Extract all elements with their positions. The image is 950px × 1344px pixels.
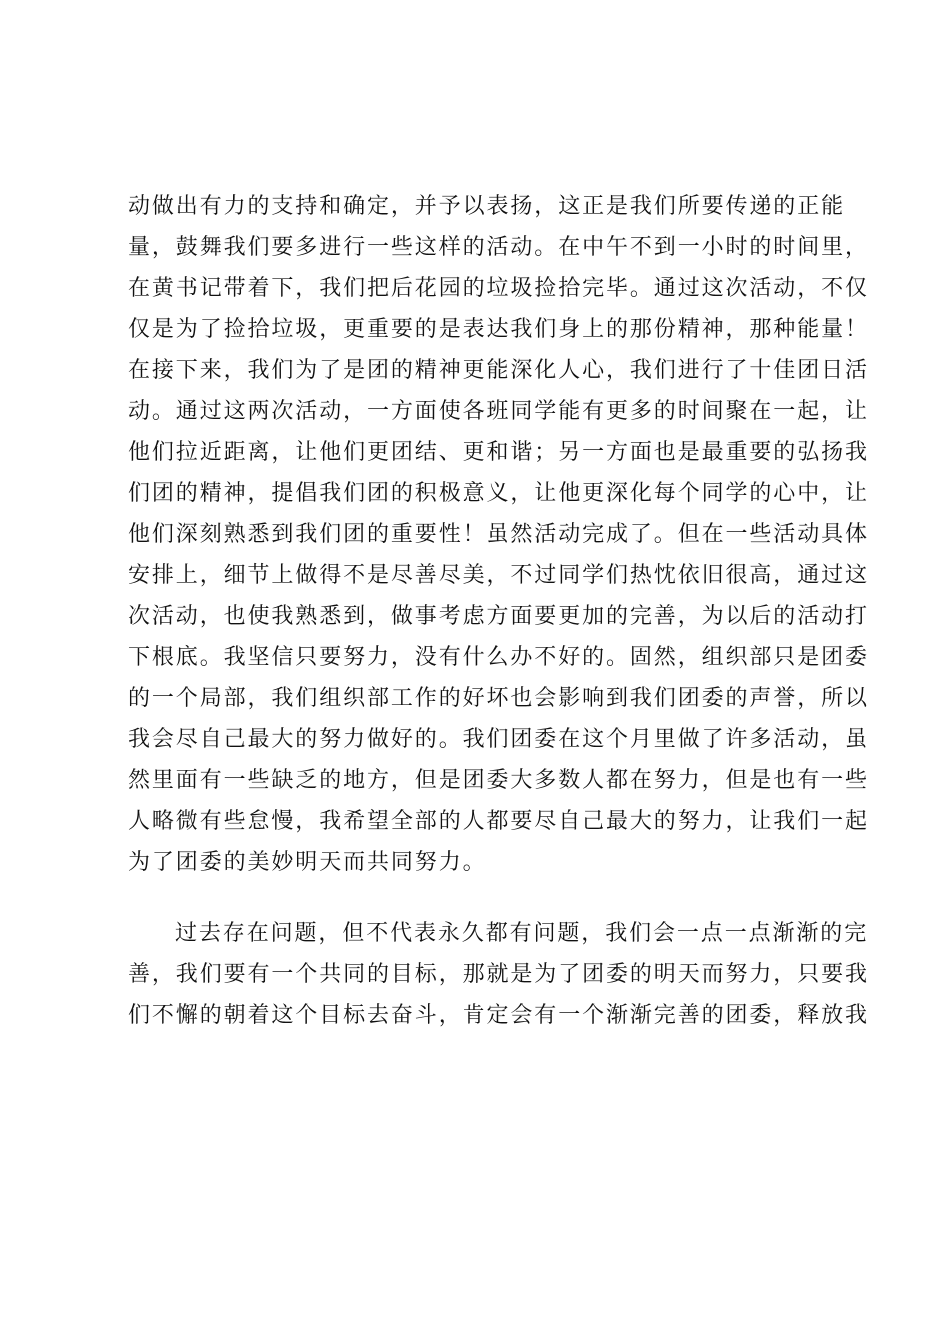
paragraph-2 xyxy=(128,913,869,1036)
paragraph-line: 仅是为了捡拾垃圾，更重要的是表达我们身上的那份精神，那种能量！ xyxy=(128,317,869,342)
document-body xyxy=(128,186,869,1036)
paragraph-line: 然里面有一些缺乏的地方，但是团委大多数人都在努力，但是也有一些 xyxy=(128,768,869,793)
paragraph-line: 量，鼓舞我们要多进行一些这样的活动。在中午不到一小时的时间里， xyxy=(128,235,869,260)
paragraph-line: 他们深刻熟悉到我们团的重要性！虽然活动完成了。但在一些活动具体 xyxy=(128,522,869,547)
paragraph-line: 过去存在问题，但不代表永久都有问题，我们会一点一点渐渐的完 xyxy=(175,921,869,946)
paragraph-line: 人略微有些怠慢，我希望全部的人都要尽自己最大的努力，让我们一起 xyxy=(128,809,869,834)
paragraph-line: 们不懈的朝着这个目标去奋斗，肯定会有一个渐渐完善的团委，释放我 xyxy=(128,1003,869,1028)
paragraph-line: 的一个局部，我们组织部工作的好坏也会影响到我们团委的声誉，所以 xyxy=(128,686,869,711)
paragraph-line: 我会尽自己最大的努力做好的。我们团委在这个月里做了许多活动，虽 xyxy=(128,727,869,752)
paragraph-line: 下根底。我坚信只要努力，没有什么办不好的。固然，组织部只是团委 xyxy=(128,645,869,670)
paragraph-line: 动做出有力的支持和确定，并予以表扬，这正是我们所要传递的正能 xyxy=(128,194,846,219)
paragraph-line: 他们拉近距离，让他们更团结、更和谐；另一方面也是最重要的弘扬我 xyxy=(128,440,869,465)
paragraph-line: 动。通过这两次活动，一方面使各班同学能有更多的时间聚在一起，让 xyxy=(128,399,869,424)
paragraph-line: 次活动，也使我熟悉到，做事考虑方面要更加的完善，为以后的活动打 xyxy=(128,604,869,629)
paragraph-line: 善，我们要有一个共同的目标，那就是为了团委的明天而努力，只要我 xyxy=(128,962,869,987)
paragraph-line: 在黄书记带着下，我们把后花园的垃圾捡拾完毕。通过这次活动，不仅 xyxy=(128,276,869,301)
paragraph-1 xyxy=(128,186,869,883)
paragraph-line: 在接下来，我们为了是团的精神更能深化人心，我们进行了十佳团日活 xyxy=(128,358,869,383)
paragraph-line: 为了团委的美妙明天而共同努力。 xyxy=(128,850,487,875)
paragraph-line: 们团的精神，提倡我们团的积极意义，让他更深化每个同学的心中，让 xyxy=(128,481,869,506)
paragraph-line: 安排上，细节上做得不是尽善尽美，不过同学们热忱依旧很高，通过这 xyxy=(128,563,869,588)
